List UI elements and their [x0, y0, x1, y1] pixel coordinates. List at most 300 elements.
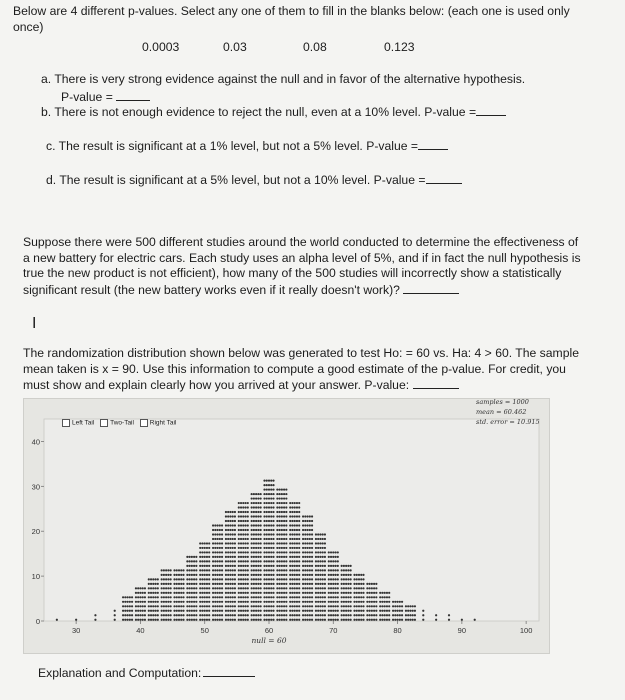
dot [289, 610, 291, 612]
dot [311, 605, 313, 607]
dot [263, 488, 265, 490]
dot [255, 520, 257, 522]
dot [281, 493, 283, 495]
dot [227, 614, 229, 616]
dot [388, 619, 390, 621]
dot [309, 565, 311, 567]
dot [317, 538, 319, 540]
dot [195, 569, 197, 571]
dot [199, 569, 201, 571]
dot [276, 583, 278, 585]
dot [244, 614, 246, 616]
dot [270, 578, 272, 580]
dot [289, 551, 291, 553]
dot [255, 610, 257, 612]
dot [268, 610, 270, 612]
dot [294, 610, 296, 612]
dot [221, 592, 223, 594]
dot [296, 524, 298, 526]
dot [337, 605, 339, 607]
dot [270, 565, 272, 567]
dot [176, 578, 178, 580]
dot [163, 587, 165, 589]
y-tick-label: 20 [31, 527, 40, 537]
dot [240, 605, 242, 607]
dot [257, 560, 259, 562]
dot [268, 565, 270, 567]
dot [170, 592, 172, 594]
dot [114, 619, 116, 621]
dot [208, 565, 210, 567]
dot [199, 605, 201, 607]
dot [216, 547, 218, 549]
dot [330, 601, 332, 603]
dot [148, 587, 150, 589]
dot [204, 578, 206, 580]
dot [373, 596, 375, 598]
dot [234, 587, 236, 589]
dot [309, 587, 311, 589]
dot [189, 560, 191, 562]
dot [394, 601, 396, 603]
dot [392, 614, 394, 616]
dot [219, 533, 221, 535]
dot [234, 560, 236, 562]
dot [347, 614, 349, 616]
dot [135, 592, 137, 594]
dot [238, 511, 240, 513]
dot [373, 587, 375, 589]
dot [229, 551, 231, 553]
dot [165, 587, 167, 589]
blank-battery[interactable] [403, 282, 459, 294]
dot [152, 605, 154, 607]
dot [238, 605, 240, 607]
dot [302, 619, 304, 621]
dot [332, 601, 334, 603]
dot [191, 560, 193, 562]
dot [212, 610, 214, 612]
dot [337, 578, 339, 580]
dot [281, 587, 283, 589]
dot [225, 551, 227, 553]
dot [394, 614, 396, 616]
dot [251, 560, 253, 562]
dot [247, 506, 249, 508]
dot [154, 587, 156, 589]
dot [281, 592, 283, 594]
dot [283, 520, 285, 522]
dot [227, 619, 229, 621]
dot [225, 538, 227, 540]
dot [242, 619, 244, 621]
dot [161, 569, 163, 571]
dot [322, 542, 324, 544]
dot [247, 578, 249, 580]
dot [285, 493, 287, 495]
dot [353, 614, 355, 616]
dot [272, 484, 274, 486]
dot [244, 610, 246, 612]
dot [238, 578, 240, 580]
dot [388, 610, 390, 612]
dot [358, 610, 360, 612]
dot [122, 610, 124, 612]
dot [178, 592, 180, 594]
dot [238, 542, 240, 544]
dot [311, 529, 313, 531]
dot [341, 592, 343, 594]
dot [315, 574, 317, 576]
dot [263, 497, 265, 499]
dot [225, 547, 227, 549]
dot [281, 542, 283, 544]
dot [272, 493, 274, 495]
dot [137, 610, 139, 612]
dot [189, 583, 191, 585]
dot [324, 556, 326, 558]
dot [195, 587, 197, 589]
dot [353, 574, 355, 576]
dot [322, 578, 324, 580]
dot [216, 565, 218, 567]
dot [227, 533, 229, 535]
dot [234, 556, 236, 558]
dot [317, 587, 319, 589]
blank-a[interactable] [116, 89, 150, 101]
dot [375, 614, 377, 616]
dot [294, 556, 296, 558]
dot [358, 619, 360, 621]
dot [232, 569, 234, 571]
dot [170, 587, 172, 589]
dot [328, 592, 330, 594]
dot [350, 610, 352, 612]
dot [373, 619, 375, 621]
dot [240, 533, 242, 535]
dot [150, 619, 152, 621]
dot [176, 592, 178, 594]
dot [384, 601, 386, 603]
dot [283, 547, 285, 549]
dot [270, 515, 272, 517]
dot [225, 596, 227, 598]
dot [276, 529, 278, 531]
dot [268, 484, 270, 486]
dot [343, 605, 345, 607]
dot [214, 587, 216, 589]
dot [232, 547, 234, 549]
dot [214, 556, 216, 558]
dot [154, 592, 156, 594]
dot [255, 524, 257, 526]
dot [219, 524, 221, 526]
dot [182, 574, 184, 576]
dot [227, 592, 229, 594]
two-tail-checkbox[interactable] [100, 419, 108, 427]
dot [309, 610, 311, 612]
dot [330, 560, 332, 562]
dot [142, 596, 144, 598]
dot [238, 515, 240, 517]
dot [366, 619, 368, 621]
dot [232, 533, 234, 535]
dot [296, 529, 298, 531]
dot [330, 556, 332, 558]
dot [232, 565, 234, 567]
dot [270, 493, 272, 495]
dot [322, 565, 324, 567]
dot [253, 511, 255, 513]
dot [306, 556, 308, 558]
dot [319, 578, 321, 580]
dot [384, 596, 386, 598]
dot [373, 610, 375, 612]
dot [182, 605, 184, 607]
dot [219, 614, 221, 616]
dot [260, 565, 262, 567]
dot [232, 515, 234, 517]
dot [279, 497, 281, 499]
dot [219, 619, 221, 621]
dot [126, 610, 128, 612]
dot [315, 569, 317, 571]
dot [298, 529, 300, 531]
dot [178, 605, 180, 607]
dot [373, 592, 375, 594]
dot [199, 601, 201, 603]
dot [257, 551, 259, 553]
dot [176, 601, 178, 603]
dot [189, 601, 191, 603]
dot [330, 583, 332, 585]
dot [285, 524, 287, 526]
dot [165, 596, 167, 598]
dot [242, 515, 244, 517]
dot [341, 574, 343, 576]
dot [311, 596, 313, 598]
dot [94, 619, 96, 621]
dot [260, 619, 262, 621]
dot [240, 601, 242, 603]
dot [212, 592, 214, 594]
blank-b[interactable] [476, 104, 506, 116]
dot [294, 592, 296, 594]
dot [322, 583, 324, 585]
dot [304, 605, 306, 607]
dot [306, 538, 308, 540]
dot [266, 542, 268, 544]
dot [180, 610, 182, 612]
dot [332, 619, 334, 621]
dot [375, 619, 377, 621]
dot [170, 601, 172, 603]
dot [337, 551, 339, 553]
blank-randomization[interactable] [413, 377, 459, 389]
dot [341, 601, 343, 603]
dot [148, 619, 150, 621]
dot [272, 610, 274, 612]
dot [422, 614, 424, 616]
dot [247, 533, 249, 535]
dot [263, 515, 265, 517]
dot [369, 605, 371, 607]
dot [337, 596, 339, 598]
dot [142, 614, 144, 616]
dot [296, 565, 298, 567]
dot [244, 565, 246, 567]
dot [296, 506, 298, 508]
dot [298, 515, 300, 517]
dot [337, 610, 339, 612]
dot [332, 592, 334, 594]
dot [221, 560, 223, 562]
dot [328, 551, 330, 553]
dot [283, 578, 285, 580]
dot [154, 596, 156, 598]
dot [167, 610, 169, 612]
dot [238, 619, 240, 621]
dot [260, 515, 262, 517]
dot [150, 592, 152, 594]
dot [263, 520, 265, 522]
dot [279, 587, 281, 589]
dot [255, 556, 257, 558]
dot [317, 542, 319, 544]
dot [208, 583, 210, 585]
dot [350, 601, 352, 603]
dot [165, 601, 167, 603]
dot [229, 578, 231, 580]
dot [304, 524, 306, 526]
dot [322, 596, 324, 598]
dot [225, 515, 227, 517]
dot [298, 619, 300, 621]
dot [302, 529, 304, 531]
dot [255, 506, 257, 508]
dot [279, 502, 281, 504]
right-tail-checkbox[interactable] [140, 419, 148, 427]
left-tail-checkbox[interactable] [62, 419, 70, 427]
dot [270, 556, 272, 558]
dot [201, 605, 203, 607]
dot [191, 601, 193, 603]
dot [165, 569, 167, 571]
dot [225, 520, 227, 522]
dot [298, 601, 300, 603]
dot [232, 520, 234, 522]
dot [180, 592, 182, 594]
dot [180, 605, 182, 607]
dot [266, 547, 268, 549]
dot [186, 560, 188, 562]
dot [289, 605, 291, 607]
dot [176, 574, 178, 576]
dot [322, 560, 324, 562]
dot [232, 574, 234, 576]
dot [244, 556, 246, 558]
dot [414, 614, 416, 616]
dot [234, 551, 236, 553]
dot [255, 529, 257, 531]
dot [182, 619, 184, 621]
randomization-dotplot [23, 398, 550, 654]
dot [180, 578, 182, 580]
dot [360, 601, 362, 603]
dot [270, 480, 272, 482]
dot [283, 533, 285, 535]
dot [255, 502, 257, 504]
dot [279, 614, 281, 616]
blank-c[interactable] [418, 138, 448, 150]
dot [356, 610, 358, 612]
dot [257, 583, 259, 585]
dot [285, 619, 287, 621]
dot [251, 502, 253, 504]
dot [225, 601, 227, 603]
dot [322, 556, 324, 558]
dot [281, 488, 283, 490]
dot [317, 601, 319, 603]
dot [251, 511, 253, 513]
dot [244, 506, 246, 508]
dot [324, 610, 326, 612]
dot [311, 565, 313, 567]
dot [263, 538, 265, 540]
dot [296, 583, 298, 585]
dot [221, 542, 223, 544]
dot [150, 583, 152, 585]
dot [225, 619, 227, 621]
dot [251, 556, 253, 558]
dot [263, 614, 265, 616]
dot [251, 547, 253, 549]
dot [399, 610, 401, 612]
dot [322, 574, 324, 576]
dot [328, 574, 330, 576]
dot [272, 596, 274, 598]
dot [253, 529, 255, 531]
dot [260, 502, 262, 504]
dot [255, 547, 257, 549]
dot [294, 529, 296, 531]
dot [221, 578, 223, 580]
dot [311, 547, 313, 549]
dot [238, 601, 240, 603]
dot [341, 619, 343, 621]
dot [283, 560, 285, 562]
dot [283, 488, 285, 490]
dot [337, 601, 339, 603]
dot [289, 538, 291, 540]
dot [315, 538, 317, 540]
dot [208, 619, 210, 621]
blank-explanation[interactable] [203, 665, 255, 677]
dot [422, 610, 424, 612]
dot [283, 506, 285, 508]
dot [356, 601, 358, 603]
dot [394, 610, 396, 612]
dot [240, 542, 242, 544]
dot [176, 587, 178, 589]
dot [238, 587, 240, 589]
dot [304, 592, 306, 594]
dot [281, 520, 283, 522]
dot [257, 515, 259, 517]
blank-d[interactable] [426, 172, 462, 184]
dot [178, 614, 180, 616]
dot [296, 578, 298, 580]
